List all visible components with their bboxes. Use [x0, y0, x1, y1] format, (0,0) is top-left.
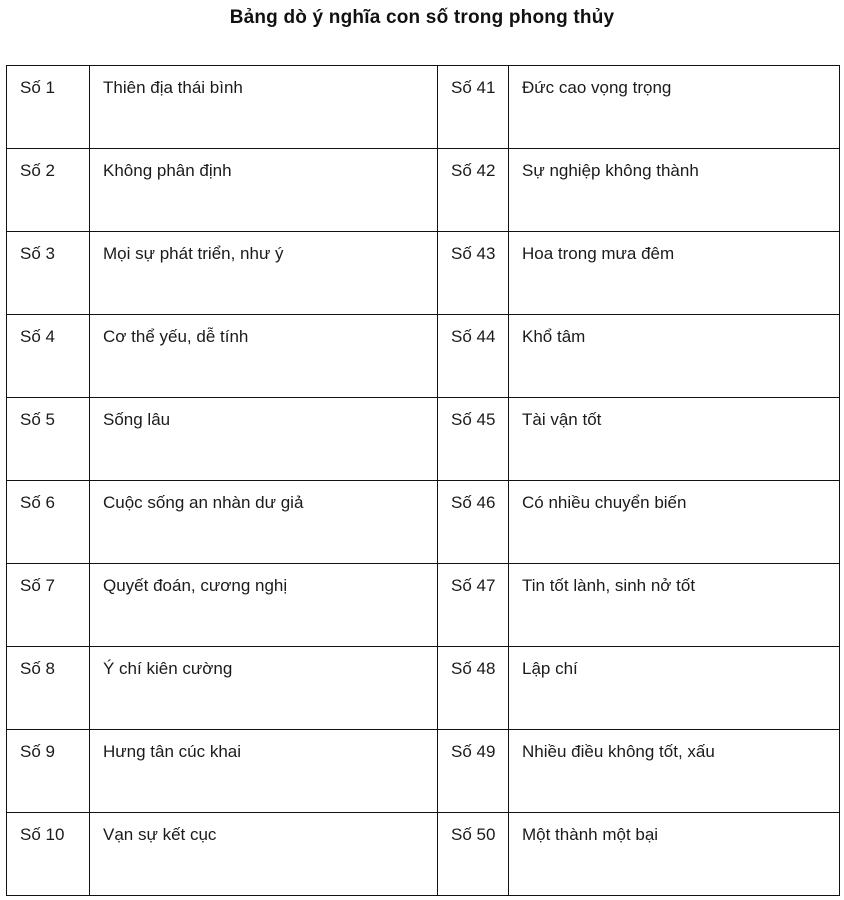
number-cell-left: [7, 232, 90, 315]
meaning-cell-left: [90, 564, 438, 647]
number-label-right: Số 45: [451, 410, 496, 429]
table-row: [7, 149, 840, 232]
number-label-left: Số 10: [20, 825, 65, 844]
number-label-left: Số 4: [20, 327, 55, 346]
number-cell-left: [7, 398, 90, 481]
number-cell-right: [438, 232, 509, 315]
number-cell-left: [7, 66, 90, 149]
number-label-left: Số 1: [20, 78, 55, 97]
number-label-left: Số 3: [20, 244, 55, 263]
meaning-text-left: Ý chí kiên cường: [103, 659, 233, 678]
number-label-left: Số 8: [20, 659, 55, 678]
meaning-cell-right: [509, 813, 840, 896]
number-cell-left: [7, 813, 90, 896]
number-cell-left: [7, 647, 90, 730]
number-label-right: Số 50: [451, 825, 496, 844]
table-row: [7, 647, 840, 730]
number-cell-right: [438, 66, 509, 149]
meaning-cell-left: [90, 398, 438, 481]
meaning-cell-right: [509, 564, 840, 647]
meaning-cell-left: [90, 730, 438, 813]
table-row: [7, 564, 840, 647]
meaning-cell-left: [90, 813, 438, 896]
number-label-left: Số 2: [20, 161, 55, 180]
meaning-text-right: Đức cao vọng trọng: [522, 78, 672, 97]
meaning-text-right: Lập chí: [522, 659, 578, 678]
number-label-right: Số 49: [451, 742, 496, 761]
number-label-left: Số 7: [20, 576, 55, 595]
meaning-text-right: Nhiều điều không tốt, xấu: [522, 742, 715, 761]
meaning-text-left: Cơ thể yếu, dễ tính: [103, 327, 249, 346]
meaning-cell-right: [509, 398, 840, 481]
number-label-right: Số 42: [451, 161, 496, 180]
number-label-right: Số 47: [451, 576, 496, 595]
number-cell-right: [438, 149, 509, 232]
fengshui-number-meaning-table: [6, 65, 840, 896]
number-label-left: Số 9: [20, 742, 55, 761]
meaning-cell-left: [90, 66, 438, 149]
table-row: [7, 813, 840, 896]
meaning-cell-right: [509, 315, 840, 398]
number-cell-right: [438, 730, 509, 813]
table-row: [7, 315, 840, 398]
table-row: [7, 232, 840, 315]
meaning-text-left: Hưng tân cúc khai: [103, 742, 242, 761]
meaning-text-right: Khổ tâm: [522, 327, 586, 346]
table-body: [7, 66, 840, 896]
number-label-right: Số 46: [451, 493, 496, 512]
meaning-text-left: Quyết đoán, cương nghị: [103, 576, 288, 595]
meaning-text-left: Mọi sự phát triển, như ý: [103, 244, 284, 263]
meaning-text-left: Cuộc sống an nhàn dư giả: [103, 493, 304, 512]
meaning-text-left: Không phân định: [103, 161, 232, 180]
number-cell-left: [7, 730, 90, 813]
table-row: [7, 481, 840, 564]
meaning-text-right: Hoa trong mưa đêm: [522, 244, 675, 263]
number-label-right: Số 44: [451, 327, 496, 346]
number-cell-left: [7, 149, 90, 232]
meaning-text-left: Sống lâu: [103, 410, 171, 429]
meaning-text-right: Tin tốt lành, sinh nở tốt: [522, 576, 696, 595]
number-label-right: Số 48: [451, 659, 496, 678]
meaning-text-right: Sự nghiệp không thành: [522, 161, 699, 180]
meaning-cell-right: [509, 149, 840, 232]
number-label-right: Số 41: [451, 78, 496, 97]
number-cell-right: [438, 647, 509, 730]
table-row: [7, 398, 840, 481]
meaning-cell-left: [90, 647, 438, 730]
meaning-cell-right: [509, 481, 840, 564]
number-cell-right: [438, 481, 509, 564]
number-cell-right: [438, 398, 509, 481]
number-cell-right: [438, 813, 509, 896]
number-cell-right: [438, 564, 509, 647]
meaning-cell-right: [509, 647, 840, 730]
number-label-right: Số 43: [451, 244, 496, 263]
number-cell-left: [7, 315, 90, 398]
table-row: [7, 66, 840, 149]
meaning-text-right: Một thành một bại: [522, 825, 659, 844]
meaning-cell-right: [509, 730, 840, 813]
number-label-left: Số 6: [20, 493, 55, 512]
number-cell-left: [7, 481, 90, 564]
number-cell-right: [438, 315, 509, 398]
table-row: [7, 730, 840, 813]
meaning-cell-right: [509, 66, 840, 149]
meaning-text-left: Thiên địa thái bình: [103, 78, 243, 97]
meaning-cell-left: [90, 481, 438, 564]
meaning-cell-left: [90, 315, 438, 398]
meaning-text-right: Có nhiều chuyển biến: [522, 493, 687, 512]
meaning-text-right: Tài vận tốt: [522, 410, 602, 429]
meaning-cell-left: [90, 232, 438, 315]
meaning-cell-left: [90, 149, 438, 232]
meaning-text-left: Vạn sự kết cục: [103, 825, 217, 844]
number-cell-left: [7, 564, 90, 647]
number-label-left: Số 5: [20, 410, 55, 429]
page-title: Bảng dò ý nghĩa con số trong phong thủy: [229, 7, 615, 28]
meaning-cell-right: [509, 232, 840, 315]
